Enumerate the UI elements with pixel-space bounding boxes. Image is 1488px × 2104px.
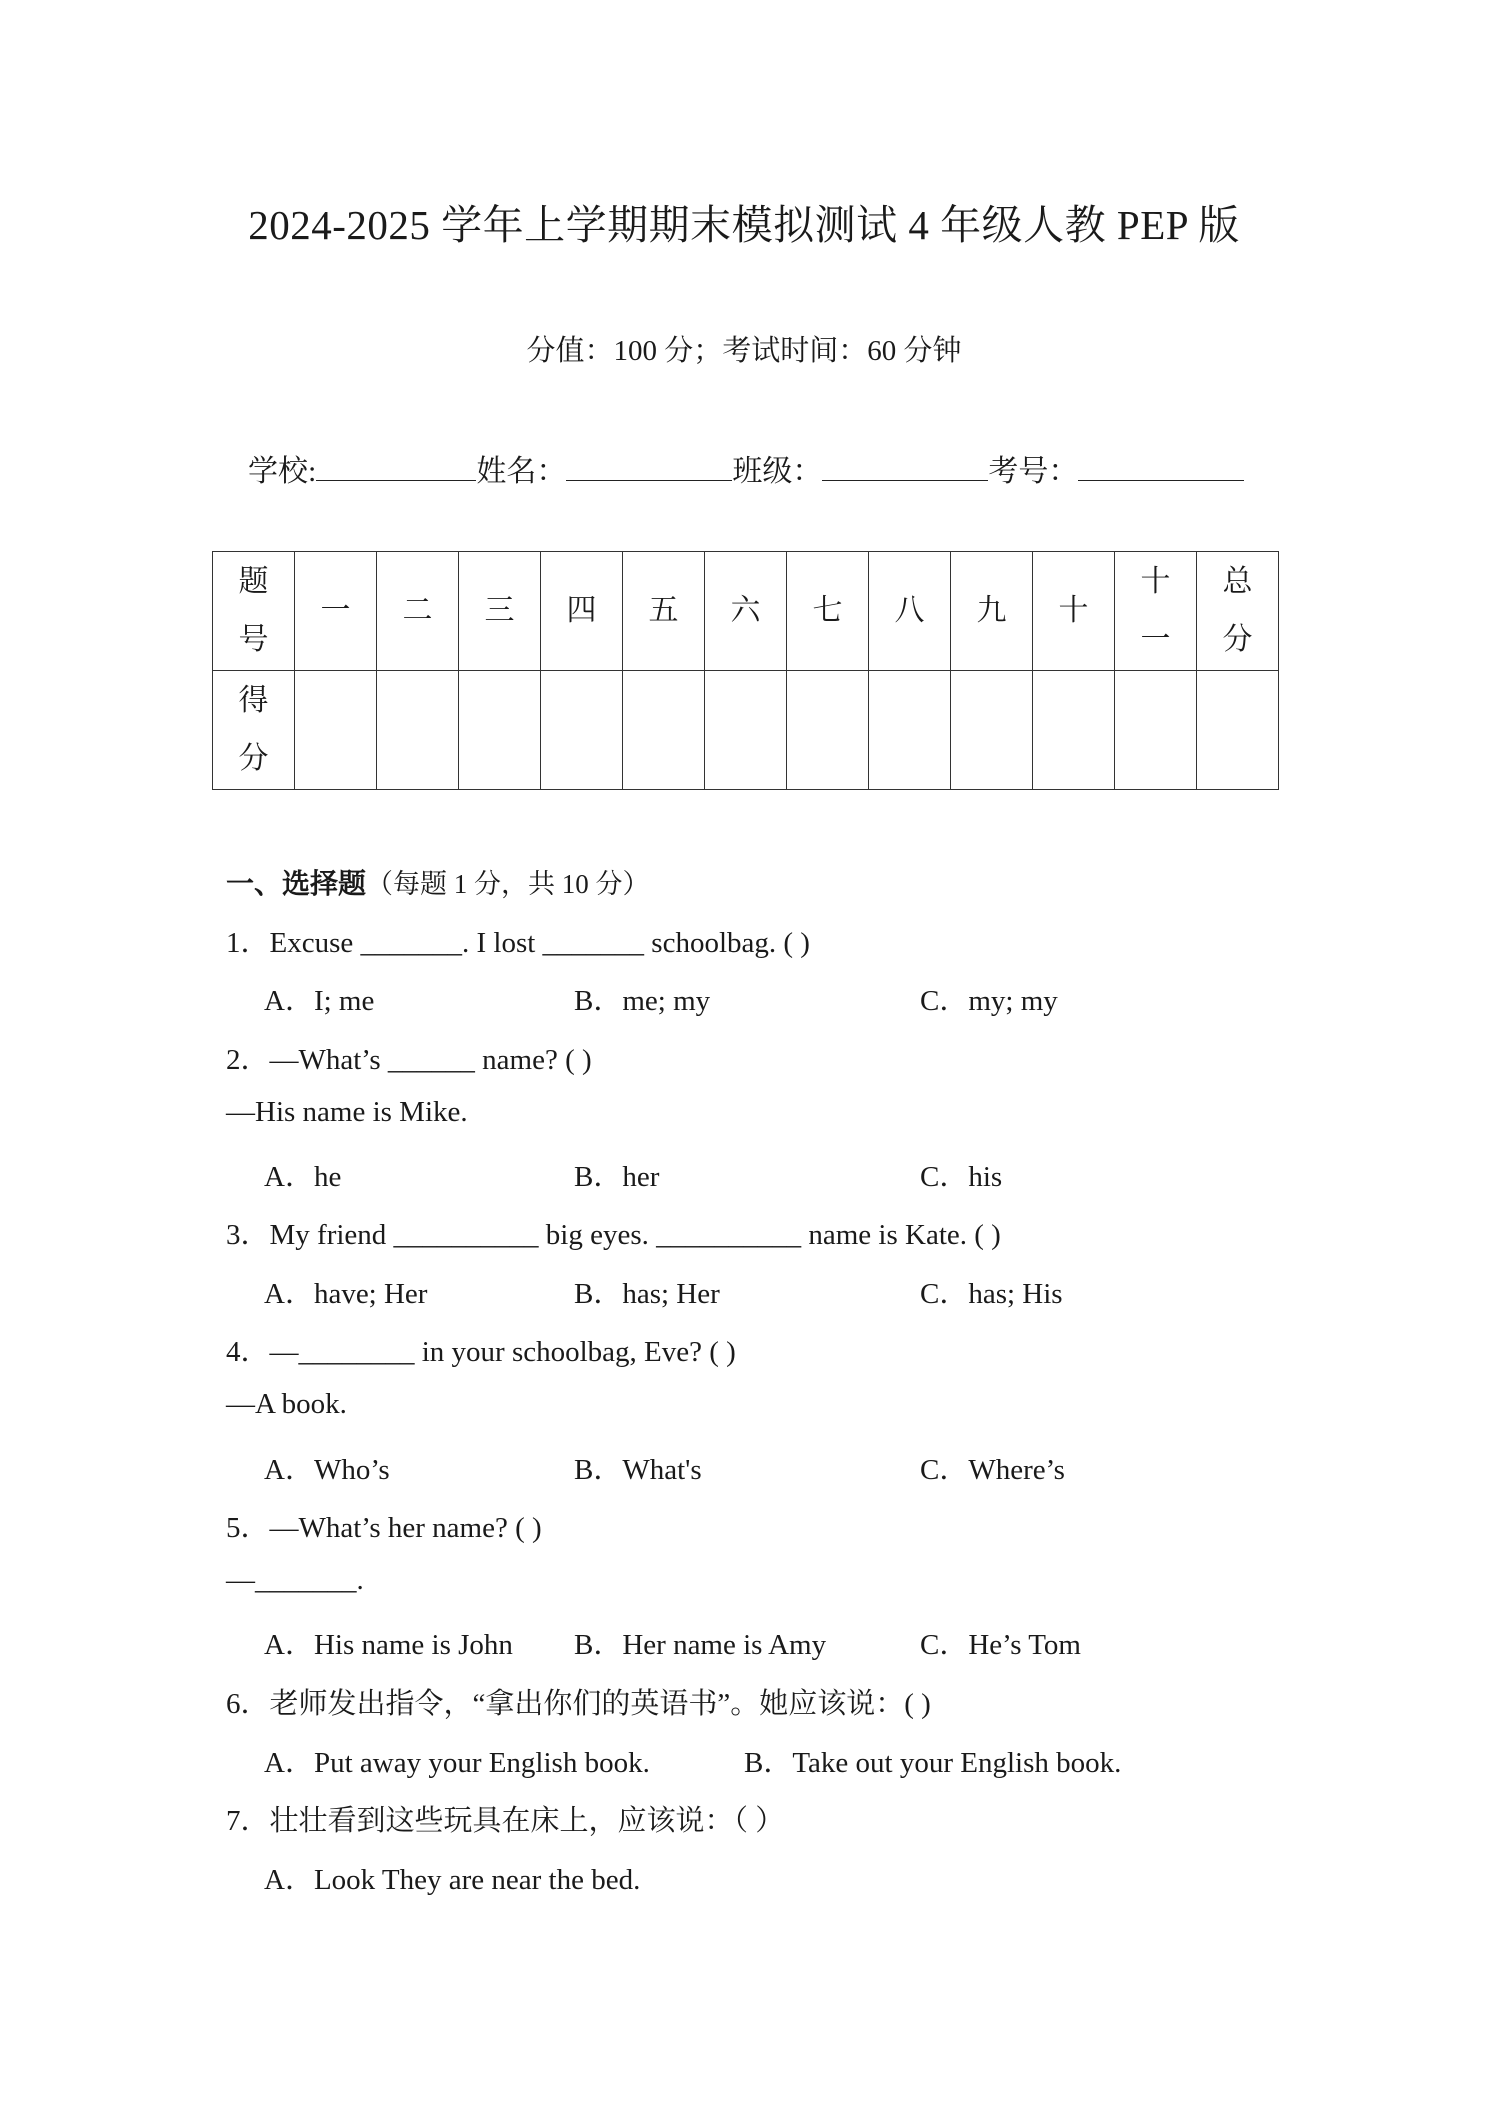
school-label: 学校: bbox=[248, 455, 317, 488]
question-7-stem: 7．壮壮看到这些玩具在床上，应该说：（ ） bbox=[226, 1805, 785, 1837]
q6-option-b[interactable]: B．Take out your English book. bbox=[744, 1747, 1122, 1779]
class-label: 班级： bbox=[732, 455, 823, 488]
score-cell[interactable] bbox=[869, 671, 951, 790]
score-cell[interactable] bbox=[377, 671, 459, 790]
score-cell-total[interactable] bbox=[1197, 671, 1279, 790]
col-header: 九 bbox=[951, 552, 1033, 671]
score-table bbox=[212, 551, 1279, 790]
q3-option-a[interactable]: A．have; Her bbox=[264, 1278, 428, 1310]
score-cell[interactable] bbox=[541, 671, 623, 790]
q5-option-b[interactable]: B．Her name is Amy bbox=[574, 1629, 827, 1661]
q2-option-b[interactable]: B．her bbox=[574, 1161, 660, 1193]
row-label-score: 得分 bbox=[213, 671, 295, 790]
score-table-header-row bbox=[213, 552, 1279, 671]
q7-option-a[interactable]: A．Look They are near the bed. bbox=[264, 1864, 641, 1896]
q4-option-b[interactable]: B．What's bbox=[574, 1454, 702, 1486]
question-2-response: —His name is Mike. bbox=[226, 1096, 468, 1128]
question-2-stem: 2．—What’s ______ name? ( ) bbox=[226, 1044, 592, 1076]
page-title: 2024-2025 学年上学期期末模拟测试 4 年级人教 PEP 版 bbox=[248, 202, 1240, 248]
exam-no-blank[interactable] bbox=[1078, 452, 1244, 481]
student-info-line bbox=[248, 446, 1244, 490]
q2-option-a[interactable]: A．he bbox=[264, 1161, 342, 1193]
score-cell[interactable] bbox=[1033, 671, 1115, 790]
col-header: 六 bbox=[705, 552, 787, 671]
score-cell[interactable] bbox=[951, 671, 1033, 790]
question-4-stem: 4．—________ in your schoolbag, Eve? ( ) bbox=[226, 1336, 736, 1368]
col-header: 五 bbox=[623, 552, 705, 671]
question-1-stem: 1．Excuse _______. I lost _______ schoolbag. ( ) bbox=[226, 927, 810, 959]
row-label-question-number: 题号 bbox=[213, 552, 295, 671]
score-cell[interactable] bbox=[787, 671, 869, 790]
q2-option-c[interactable]: C．his bbox=[920, 1161, 1003, 1193]
q6-option-a[interactable]: A．Put away your English book. bbox=[264, 1747, 650, 1779]
class-blank[interactable] bbox=[822, 452, 988, 481]
q3-option-b[interactable]: B．has; Her bbox=[574, 1278, 720, 1310]
q1-option-b[interactable]: B．me; my bbox=[574, 985, 711, 1017]
q1-option-a[interactable]: A．I; me bbox=[264, 985, 375, 1017]
q4-option-a[interactable]: A．Who’s bbox=[264, 1454, 390, 1486]
col-header: 二 bbox=[377, 552, 459, 671]
question-3-stem: 3．My friend __________ big eyes. __________ name is Kate. ( ) bbox=[226, 1219, 1001, 1251]
q5-option-a[interactable]: A．His name is John bbox=[264, 1629, 513, 1661]
q1-option-c[interactable]: C．my; my bbox=[920, 985, 1058, 1017]
col-header: 七 bbox=[787, 552, 869, 671]
col-header: 三 bbox=[459, 552, 541, 671]
name-label: 姓名： bbox=[476, 455, 567, 488]
col-header-total: 总分 bbox=[1197, 552, 1279, 671]
exam-no-label: 考号： bbox=[988, 455, 1079, 488]
col-header: 八 bbox=[869, 552, 951, 671]
col-header: 一 bbox=[295, 552, 377, 671]
score-cell[interactable] bbox=[459, 671, 541, 790]
col-header: 四 bbox=[541, 552, 623, 671]
q3-option-c[interactable]: C．has; His bbox=[920, 1278, 1063, 1310]
q5-option-c[interactable]: C．He’s Tom bbox=[920, 1629, 1081, 1661]
exam-subtitle: 分值：100 分；考试时间：60 分钟 bbox=[526, 335, 962, 367]
col-header: 十一 bbox=[1115, 552, 1197, 671]
score-cell[interactable] bbox=[705, 671, 787, 790]
score-cell[interactable] bbox=[295, 671, 377, 790]
question-4-response: —A book. bbox=[226, 1388, 347, 1420]
score-table-score-row bbox=[213, 671, 1279, 790]
school-blank[interactable] bbox=[316, 452, 476, 481]
question-5-response: —_______. bbox=[226, 1564, 364, 1596]
name-blank[interactable] bbox=[566, 452, 732, 481]
col-header: 十 bbox=[1033, 552, 1115, 671]
score-cell[interactable] bbox=[623, 671, 705, 790]
question-6-stem: 6．老师发出指令，“拿出你们的英语书”。她应该说：( ) bbox=[226, 1688, 931, 1720]
section-heading: 一、选择题（每题 1 分，共 10 分） bbox=[226, 867, 650, 900]
score-cell[interactable] bbox=[1115, 671, 1197, 790]
question-5-stem: 5．—What’s her name? ( ) bbox=[226, 1512, 542, 1544]
q4-option-c[interactable]: C．Where’s bbox=[920, 1454, 1065, 1486]
